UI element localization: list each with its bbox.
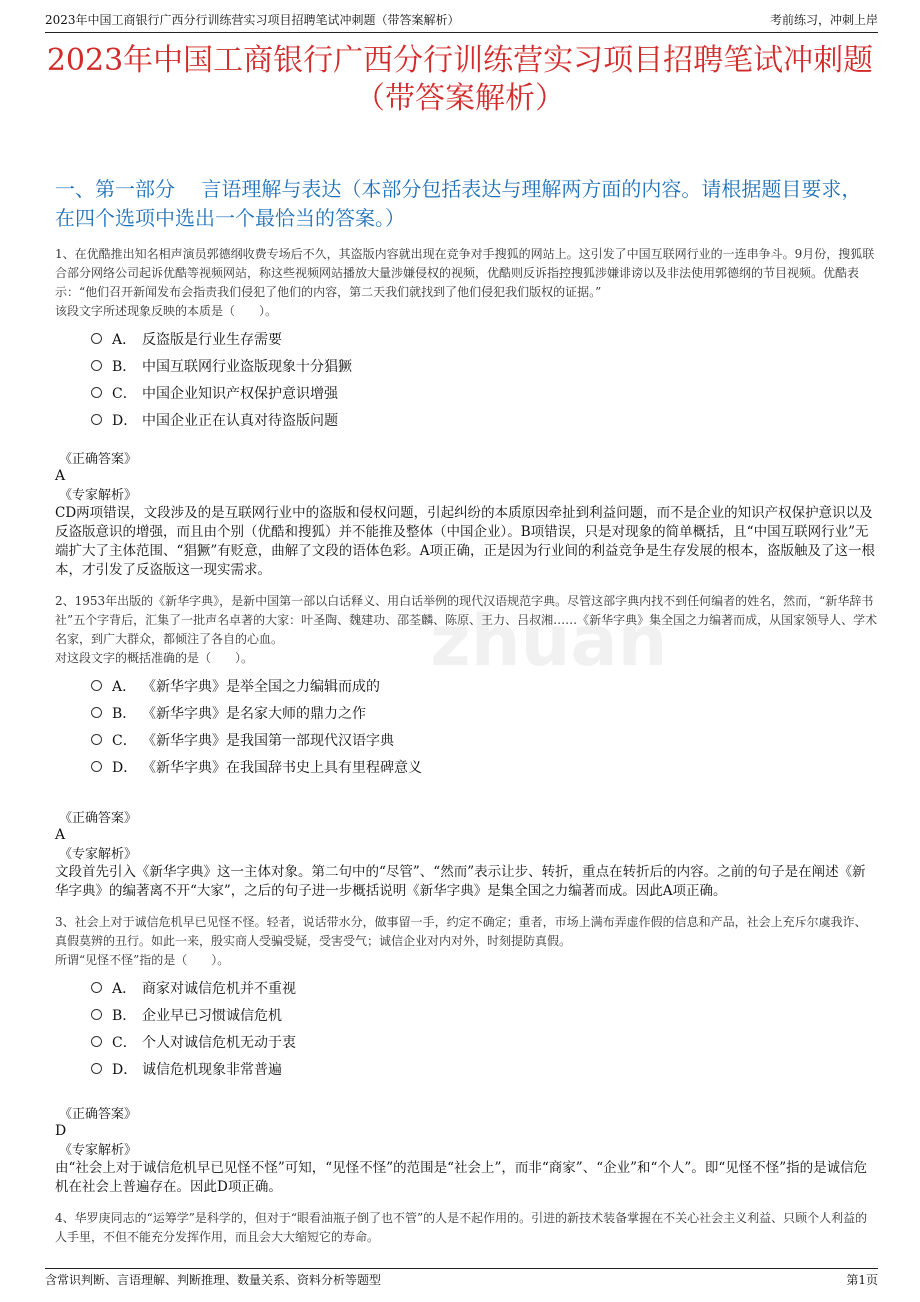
radio-icon[interactable] [91,707,102,718]
radio-icon[interactable] [91,1036,102,1047]
option-b[interactable]: B． 企业早已习惯诚信危机 [55,1001,878,1028]
radio-icon[interactable] [91,333,102,344]
option-b[interactable]: B． 《新华字典》是名家大师的鼎力之作 [55,699,878,726]
explanation-label: 《专家解析》 [59,1143,138,1158]
answer-label: 《正确答案》 [59,1107,138,1122]
radio-icon[interactable] [91,387,102,398]
answer-value: A [55,468,66,484]
option-a[interactable]: A． 商家对诚信危机并不重视 [55,974,878,1001]
explanation-text: 文段首先引入《新华字典》这一主体对象。第二句中的“尽管”、“然而”表示让步、转折，重点在转折后的内容。之前的句子是在阐述《新华字典》的编著离不开“大家”，之后的句子进一步概括说明《新华字典》是集全国之力编著而成。因此A项正确。 [55,864,866,899]
page-header [45,10,878,33]
option-d[interactable]: D． 《新华字典》在我国辞书史上具有里程碑意义 [55,753,878,780]
option-text: 《新华字典》是我国第一部现代汉语字典 [142,732,394,749]
option-text: 中国企业正在认真对待盗版问题 [142,412,338,429]
option-c[interactable]: C． 中国企业知识产权保护意识增强 [55,379,878,406]
option-c[interactable]: C． 《新华字典》是我国第一部现代汉语字典 [55,726,878,753]
page-footer [45,1268,878,1291]
page-number: 第1页 [846,1273,878,1287]
option-b[interactable]: B． 中国互联网行业盗版现象十分猖獗 [55,352,878,379]
title-line-1: 2023年中国工商银行广西分行训练营实习项目招聘笔试冲刺题 [46,43,874,78]
option-text: 反盗版是行业生存需要 [142,331,282,348]
option-a[interactable]: A． 《新华字典》是举全国之力编辑而成的 [55,672,878,699]
option-text: 《新华字典》是名家大师的鼎力之作 [142,705,366,722]
question-list [55,245,878,1247]
option-text: 《新华字典》在我国辞书史上具有里程碑意义 [142,759,422,776]
question-prompt: 该段文字所述现象反映的本质是（ ）。 [55,304,278,318]
section-heading: 一、第一部分 言语理解与表达（本部分包括表达与理解两方面的内容。请根据题目要求，在四个选项中选出一个最恰当的答案。） [55,177,862,230]
radio-icon[interactable] [91,761,102,772]
option-text: 企业早已习惯诚信危机 [142,1007,282,1024]
option-d[interactable]: D． 中国企业正在认真对待盗版问题 [55,406,878,433]
option-text: 诚信危机现象非常普遍 [142,1061,282,1078]
answer-value: D [55,1123,67,1139]
answer-label: 《正确答案》 [59,452,138,467]
explanation-text: CD两项错误，文段涉及的是互联网行业中的盗版和侵权问题，引起纠纷的本质原因牵扯到利益问题，而不是企业的知识产权保护意识以及反盗版意识的增强，而且由个别（优酷和搜狐）并不能推及整体（中国企业）。B项错误，只是对现象的简单概括，且“中国互联网行业”无端扩大了主体范围、“猖獗”有贬意，曲解了文段的语体色彩。A项正确，正是因为行业间的利益竞争是生存发展的根本，盗版触及了这一根本，才引发了反盗版这一现实需求。 [55,505,876,578]
radio-icon[interactable] [91,360,102,371]
question-prompt: 所谓“见怪不怪”指的是（ ）。 [55,953,230,967]
radio-icon[interactable] [91,680,102,691]
watermark: zhuan [430,600,668,682]
title-line-2: （带答案解析） [355,81,565,116]
radio-icon[interactable] [91,1009,102,1020]
radio-icon[interactable] [91,1063,102,1074]
option-text: 《新华字典》是举全国之力编辑而成的 [142,678,380,695]
question-stem: 2、1953年出版的《新华字典》，是新中国第一部以白话释义、用白话举例的现代汉语规范字典。尽管这部字典内找不到任何编者的姓名，然而，“新华辞书社”五个字背后，汇集了一批声名卓著的大家：叶圣陶、魏建功、邵荃麟、陈原、王力、吕叔湘……《新华字典》集全国之力编著而成，从国家领导人、学术名家，到广大群众，都倾注了各自的心血。 [55,594,878,646]
header-document-title: 2023年中国工商银行广西分行训练营实习项目招聘笔试冲刺题（带答案解析） [45,13,460,27]
footer-description: 含常识判断、言语理解、判断推理、数量关系、资料分析等题型 [45,1273,382,1287]
question-3 [55,913,878,1197]
question-prompt: 对这段文字的概括准确的是（ ）。 [55,651,254,665]
question-2 [55,592,878,901]
question-4 [55,1209,878,1247]
document-title [0,42,920,118]
explanation-label: 《专家解析》 [59,847,138,862]
option-text: 中国企业知识产权保护意识增强 [142,385,338,402]
option-text: 商家对诚信危机并不重视 [142,980,296,997]
answer-value: A [55,827,66,843]
radio-icon[interactable] [91,734,102,745]
option-a[interactable]: A． 反盗版是行业生存需要 [55,325,878,352]
question-stem: 1、在优酷推出知名相声演员郭德纲收费专场后不久，其盗版内容就出现在竞争对手搜狐的网站上。这引发了中国互联网行业的一连串争斗。9月份，搜狐联合部分网络公司起诉优酷等视频网站，称这些视频网站播放大量涉嫌侵权的视频，优酷则反诉指控搜狐涉嫌诽谤以及非法使用郭德纲的节目视频。优酷表示：“他们召开新闻发布会指责我们侵犯了他们的内容，第二天我们就找到了他们侵犯我们版权的证据。” [55,247,875,299]
question-stem: 3、社会上对于诚信危机早已见怪不怪。轻者，说话带水分，做事留一手，约定不确定；重者，市场上满布弄虚作假的信息和产品，社会上充斥尔虞我诈、真假莫辨的丑行。如此一来，殷实商人受骗受疑，受害受气；诚信企业对内对外，时刻提防真假。 [55,915,867,948]
header-slogan: 考前练习，冲刺上岸 [769,13,878,27]
radio-icon[interactable] [91,982,102,993]
explanation-label: 《专家解析》 [59,488,138,503]
option-d[interactable]: D． 诚信危机现象非常普遍 [55,1055,878,1082]
answer-label: 《正确答案》 [59,811,138,826]
option-c[interactable]: C． 个人对诚信危机无动于衷 [55,1028,878,1055]
option-text: 中国互联网行业盗版现象十分猖獗 [142,358,352,375]
question-stem: 4、华罗庚同志的“运筹学”是科学的，但对于“眼看油瓶子倒了也不管”的人是不起作用的。引进的新技术装备掌握在不关心社会主义利益、只顾个人利益的人手里，不但不能充分发挥作用，而且会大大缩短它的寿命。 [55,1211,868,1244]
radio-icon[interactable] [91,414,102,425]
question-1 [55,245,878,580]
option-text: 个人对诚信危机无动于衷 [142,1034,296,1051]
explanation-text: 由“社会上对于诚信危机早已见怪不怪”可知，“见怪不怪”的范围是“社会上”，而非“商家”、“企业”和“个人”。即“见怪不怪”指的是诚信危机在社会上普遍存在。因此D项正确。 [55,1160,868,1195]
